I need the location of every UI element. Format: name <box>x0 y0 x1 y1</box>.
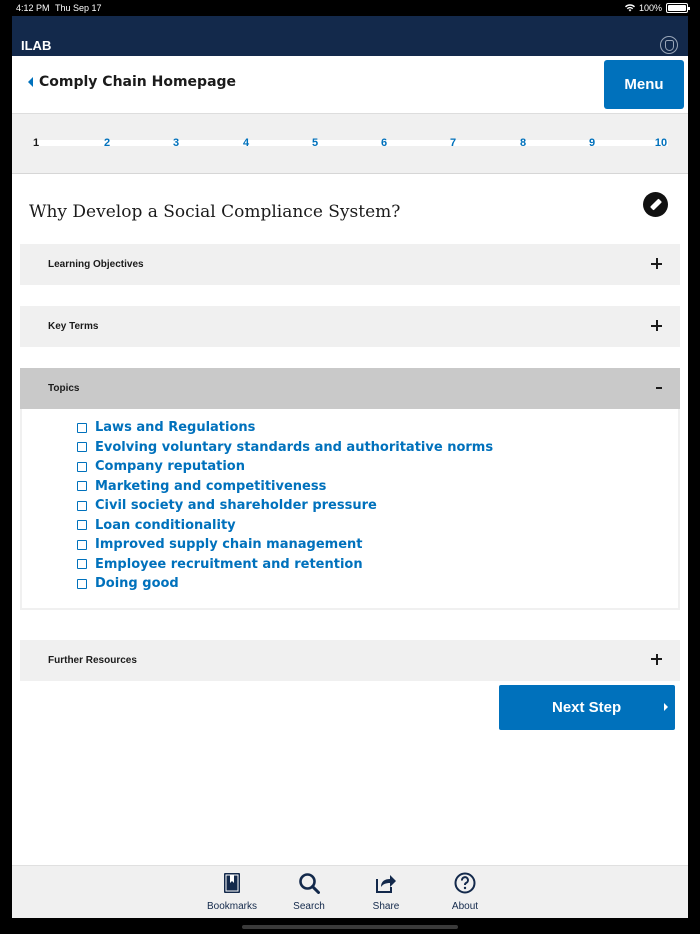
page-title: Why Develop a Social Compliance System? <box>29 202 401 222</box>
accordion-key-terms <box>20 306 680 347</box>
topic-label[interactable]: Company reputation <box>95 459 245 475</box>
status-time: 4:12 PM <box>16 3 50 13</box>
title-row <box>12 174 688 244</box>
step-6[interactable]: 6 <box>380 137 388 149</box>
accordion-label: Topics <box>48 383 80 394</box>
step-1[interactable]: 1 <box>26 134 46 152</box>
topic-item[interactable] <box>77 516 678 536</box>
checkbox-icon[interactable] <box>77 501 87 511</box>
wifi-icon <box>625 4 635 12</box>
accordion-header-learning-objectives[interactable] <box>20 244 680 285</box>
edit-notes-button[interactable] <box>643 192 668 217</box>
topic-label[interactable]: Loan conditionality <box>95 517 236 533</box>
step-5[interactable]: 5 <box>311 137 319 149</box>
checkbox-icon[interactable] <box>77 442 87 452</box>
question-circle-icon <box>454 872 476 894</box>
tab-bookmarks[interactable] <box>197 872 267 912</box>
next-step-button[interactable] <box>499 685 675 730</box>
topic-item[interactable] <box>77 418 678 438</box>
topic-label[interactable]: Evolving voluntary standards and authoritative norms <box>95 439 494 455</box>
topic-item[interactable] <box>77 555 678 575</box>
chevron-left-icon <box>28 77 33 87</box>
topics-list <box>20 409 680 610</box>
app-window <box>12 16 688 918</box>
accordion-topics <box>20 368 680 610</box>
nav-bar <box>12 56 688 114</box>
topic-item[interactable] <box>77 438 678 458</box>
checkbox-icon[interactable] <box>77 423 87 433</box>
tab-share[interactable] <box>351 872 421 912</box>
status-date: Thu Sep 17 <box>55 3 102 13</box>
next-step-label: Next Step <box>552 699 622 716</box>
ilab-logo: ILAB <box>21 38 52 53</box>
step-progress-track <box>34 140 668 146</box>
topic-item[interactable] <box>77 496 678 516</box>
home-indicator[interactable] <box>242 925 458 929</box>
checkbox-icon[interactable] <box>77 540 87 550</box>
menu-button[interactable]: Menu <box>604 60 684 109</box>
topic-label[interactable]: Marketing and competitiveness <box>95 478 327 494</box>
tab-bar <box>12 865 688 918</box>
accordion-label: Learning Objectives <box>48 259 144 270</box>
step-10[interactable]: 10 <box>654 137 668 149</box>
plus-icon <box>651 320 662 331</box>
topic-item[interactable] <box>77 477 678 497</box>
topic-item[interactable] <box>77 457 678 477</box>
step-9[interactable]: 9 <box>588 137 596 149</box>
plus-icon <box>651 654 662 665</box>
checkbox-icon[interactable] <box>77 481 87 491</box>
tab-label: Bookmarks <box>206 901 257 912</box>
minus-icon <box>656 387 662 389</box>
step-8[interactable]: 8 <box>519 137 527 149</box>
accordion-label: Further Resources <box>48 654 137 666</box>
step-4[interactable]: 4 <box>242 137 250 149</box>
back-link[interactable] <box>28 74 236 90</box>
status-indicators <box>625 3 688 13</box>
accordion-further-resources <box>20 640 680 681</box>
share-icon <box>375 872 397 894</box>
step-progress <box>12 114 688 174</box>
topic-label[interactable]: Civil society and shareholder pressure <box>95 498 377 514</box>
accordion-header-key-terms[interactable] <box>20 306 680 347</box>
accordion-header-topics[interactable] <box>20 368 680 409</box>
tab-search[interactable] <box>274 872 344 912</box>
back-link-label: Comply Chain Homepage <box>39 74 237 90</box>
tab-label: Search <box>293 901 325 912</box>
checkbox-icon[interactable] <box>77 462 87 472</box>
tab-label: Share <box>372 901 400 912</box>
checkbox-icon[interactable] <box>77 559 87 569</box>
checkbox-icon[interactable] <box>77 520 87 530</box>
topic-item[interactable] <box>77 535 678 555</box>
step-3[interactable]: 3 <box>172 137 180 149</box>
accordion-learning-objectives <box>20 244 680 285</box>
accordion-header-further-resources[interactable] <box>20 640 680 681</box>
battery-icon <box>666 3 688 13</box>
step-7[interactable]: 7 <box>449 137 457 149</box>
status-bar <box>0 0 700 16</box>
topic-label[interactable]: Improved supply chain management <box>95 537 363 553</box>
bookmark-book-icon <box>221 872 243 894</box>
checkbox-icon[interactable] <box>77 579 87 589</box>
topic-item[interactable] <box>77 574 678 594</box>
topic-label[interactable]: Employee recruitment and retention <box>95 556 363 572</box>
step-2[interactable]: 2 <box>103 137 111 149</box>
plus-icon <box>651 258 662 269</box>
accordion-label: Key Terms <box>48 321 99 332</box>
battery-percent: 100% <box>638 3 662 13</box>
pencil-icon <box>650 198 662 210</box>
search-icon <box>298 872 320 894</box>
chevron-right-icon <box>664 703 668 711</box>
topic-label[interactable]: Doing good <box>95 576 179 592</box>
topic-label[interactable]: Laws and Regulations <box>95 420 256 436</box>
tab-label: About <box>451 901 479 912</box>
app-header <box>12 16 688 56</box>
dol-seal-icon <box>660 36 678 54</box>
tab-about[interactable] <box>430 872 500 912</box>
